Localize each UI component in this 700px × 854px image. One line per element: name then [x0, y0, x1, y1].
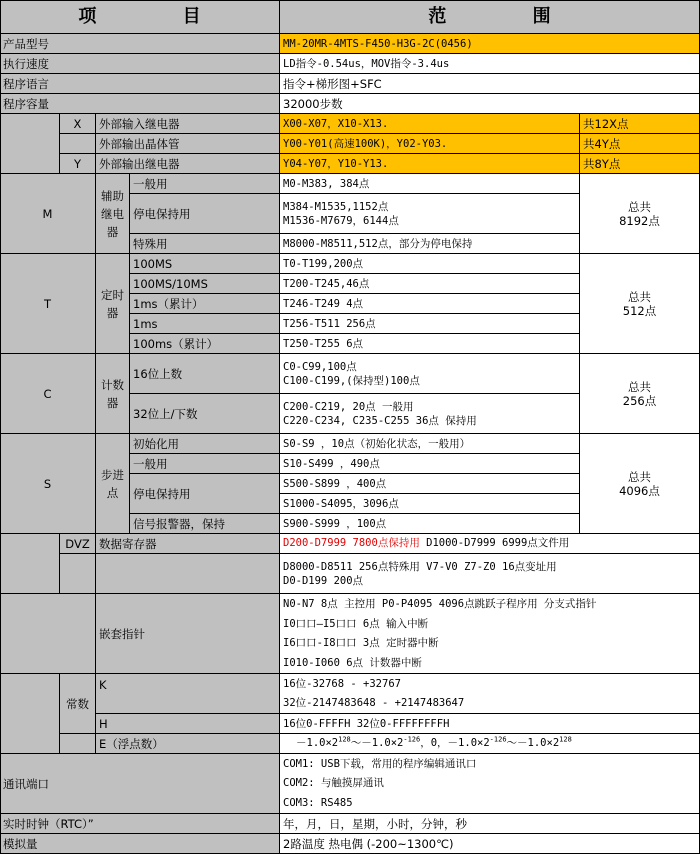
- rtc-value: 年，月，日，星期，小时，分钟，秒: [280, 814, 700, 834]
- dvz-extra-name: [96, 554, 280, 594]
- t-row-name: 100MS: [130, 254, 280, 274]
- y-name: 外部输出继电器: [96, 154, 280, 174]
- s-total: [580, 434, 700, 534]
- dvz-group-cell: [0, 534, 60, 594]
- c-row-range: [280, 354, 580, 394]
- s-row-range: S1000-S4095，3096点: [280, 494, 580, 514]
- const-h-label: H: [96, 714, 280, 734]
- e-exp: -126: [489, 735, 507, 744]
- const-k-label: K: [96, 674, 280, 714]
- t-row-name: 100ms（累计）: [130, 334, 280, 354]
- analog-value: 2路温度 热电偶 (-200~1300℃): [280, 834, 700, 854]
- header-item: [0, 0, 280, 34]
- t-group: 定时器: [96, 254, 130, 354]
- t-row-name: 100MS/10MS: [130, 274, 280, 294]
- dvz-code: DVZ: [60, 534, 96, 554]
- t-total-value: 512点: [622, 303, 657, 318]
- dvz-extra-line: D0-D199 200点: [283, 574, 364, 587]
- t-row-name: 1ms（累计）: [130, 294, 280, 314]
- t-row-range: T246-T249 4点: [280, 294, 580, 314]
- c-range-line: C220-C234, C235-C255 36点 保持用: [283, 414, 477, 427]
- speed-value: LD指令-0.54us，MOV指令-3.4us: [280, 54, 700, 74]
- e-part: ～－1.0×2: [350, 737, 404, 749]
- model-value: MM-20MR-4MTS-F450-H3G-2C(0456): [280, 34, 700, 54]
- y-transistor-name: 外部输出晶体管: [96, 134, 280, 154]
- s-row-name: 初始化用: [130, 434, 280, 454]
- c-total-value: 256点: [622, 393, 657, 408]
- y-range: Y04-Y07，Y10-Y13.: [280, 154, 580, 174]
- x-range: X00-X07，X10-X13.: [280, 114, 580, 134]
- x-code: X: [60, 114, 96, 134]
- x-total: 共12X点: [580, 114, 700, 134]
- s-row-name: 停电保持用: [130, 474, 280, 514]
- s-row-range: S900-S999 ，100点: [280, 514, 580, 534]
- header-range-text: 范 围: [428, 5, 591, 27]
- s-row-name: 一般用: [130, 454, 280, 474]
- m-row-name: 特殊用: [130, 234, 280, 254]
- const-k-line: 16位-32768 - +32767: [283, 677, 401, 690]
- m-range-line: M384-M1535,1152点: [283, 200, 389, 213]
- m-row-range: M8000-M8511,512点，部分为停电保持: [280, 234, 580, 254]
- t-row-range: T0-T199,200点: [280, 254, 580, 274]
- t-row-range: T256-T511 256点: [280, 314, 580, 334]
- dvz-extra-code: [60, 554, 96, 594]
- nest-line: I6口口-I8口口 3点 定时器中断: [283, 637, 439, 650]
- e-exp: 128: [559, 735, 572, 744]
- m-total-label: 总共: [628, 199, 651, 214]
- y-transistor-code: [60, 134, 96, 154]
- dvz-range-retentive: D200-D7999 7800点保持用: [283, 537, 420, 549]
- const-e-label: E（浮点数）: [96, 734, 280, 754]
- t-code: T: [0, 254, 96, 354]
- const-left-cell: [0, 674, 60, 754]
- m-row-range: M0-M383, 384点: [280, 174, 580, 194]
- c-row-range: [280, 394, 580, 434]
- y-transistor-range: Y00-Y01(高速100K)，Y02-Y03.: [280, 134, 580, 154]
- m-row-name: 一般用: [130, 174, 280, 194]
- t-total-label: 总共: [628, 289, 651, 304]
- c-group: 计数器: [96, 354, 130, 434]
- s-row-range: S10-S499 ，490点: [280, 454, 580, 474]
- s-total-value: 4096点: [619, 483, 660, 498]
- const-e-code: [60, 734, 96, 754]
- nest-line: I0口口—I5口口 6点 输入中断: [283, 617, 429, 630]
- comm-line: COM1: USB下载，常用的程序编辑通讯口: [283, 757, 477, 770]
- c-code: C: [0, 354, 96, 434]
- const-e-range: [280, 734, 700, 754]
- analog-label: 模拟量: [0, 834, 280, 854]
- s-total-label: 总共: [628, 469, 651, 484]
- c-row-name: 32位上/下数: [130, 394, 280, 434]
- speed-label: 执行速度: [0, 54, 280, 74]
- dvz-extra-range: [280, 554, 700, 594]
- comm-line: COM2: 与触摸屏通讯: [283, 777, 384, 790]
- s-row-name: 信号报警器，保持: [130, 514, 280, 534]
- io-group-cell: [0, 114, 60, 174]
- m-group: 辅助继电器: [96, 174, 130, 254]
- rtc-label: 实时时钟（RTC）”: [0, 814, 280, 834]
- header-range: [280, 0, 700, 34]
- s-code: S: [0, 434, 96, 534]
- c-range-line: C100-C199,(保持型)100点: [283, 374, 420, 387]
- nest-range: [280, 594, 700, 674]
- e-part: ，0，－1.0×2: [420, 737, 490, 749]
- dvz-range-file: D1000-D7999 6999点文件用: [419, 537, 570, 549]
- dvz-name: 数据寄存器: [96, 534, 280, 554]
- x-name: 外部输入继电器: [96, 114, 280, 134]
- c-total-label: 总共: [628, 379, 651, 394]
- const-h-range: 16位0-FFFFH 32位0-FFFFFFFFH: [280, 714, 700, 734]
- m-row-range: [280, 194, 580, 234]
- m-row-name: 停电保持用: [130, 194, 280, 234]
- e-exp: 128: [338, 735, 351, 744]
- nest-group-cell: [0, 594, 96, 674]
- t-total: [580, 254, 700, 354]
- c-total: [580, 354, 700, 434]
- nest-line: N0-N7 8点 主控用 P0-P4095 4096点跳跃子程序用 分支式指针: [283, 597, 597, 610]
- m-code: M: [0, 174, 96, 254]
- capacity-label: 程序容量: [0, 94, 280, 114]
- s-row-range: S0-S9 ，10点（初始化状态，一般用）: [280, 434, 580, 454]
- nest-line: I010-I060 6点 计数器中断: [283, 657, 422, 670]
- y-total: 共8Y点: [580, 154, 700, 174]
- language-value: 指令+梯形图+SFC: [280, 74, 700, 94]
- c-row-name: 16位上数: [130, 354, 280, 394]
- t-row-name: 1ms: [130, 314, 280, 334]
- y-code: Y: [60, 154, 96, 174]
- comm-line: COM3: RS485: [283, 797, 353, 810]
- header-item-text: 项 目: [78, 5, 241, 27]
- t-row-range: T200-T245,46点: [280, 274, 580, 294]
- m-total-value: 8192点: [619, 213, 660, 228]
- y-transistor-total: 共4Y点: [580, 134, 700, 154]
- m-total: [580, 174, 700, 254]
- const-k-range: [280, 674, 700, 714]
- e-part: ～－1.0×2: [506, 737, 560, 749]
- nest-name: 嵌套指针: [96, 594, 280, 674]
- comm-label: 通讯端口: [0, 754, 280, 814]
- e-exp: -126: [403, 735, 421, 744]
- s-group: 步进点: [96, 434, 130, 534]
- capacity-value: 32000步数: [280, 94, 700, 114]
- const-k-line: 32位-2147483648 - +2147483647: [283, 697, 465, 710]
- dvz-range: [280, 534, 700, 554]
- dvz-extra-line: D8000-D8511 256点特殊用 V7-V0 Z7-Z0 16点变址用: [283, 560, 557, 573]
- c-range-line: C0-C99,100点: [283, 360, 357, 373]
- model-label: 产品型号: [0, 34, 280, 54]
- comm-value: [280, 754, 700, 814]
- e-part: －1.0×2: [296, 737, 339, 749]
- language-label: 程序语言: [0, 74, 280, 94]
- m-range-line: M1536-M7679，6144点: [283, 214, 399, 227]
- t-row-range: T250-T255 6点: [280, 334, 580, 354]
- c-range-line: C200-C219, 20点 一般用: [283, 400, 414, 413]
- const-name: 常数: [60, 674, 96, 734]
- s-row-range: S500-S899 ，400点: [280, 474, 580, 494]
